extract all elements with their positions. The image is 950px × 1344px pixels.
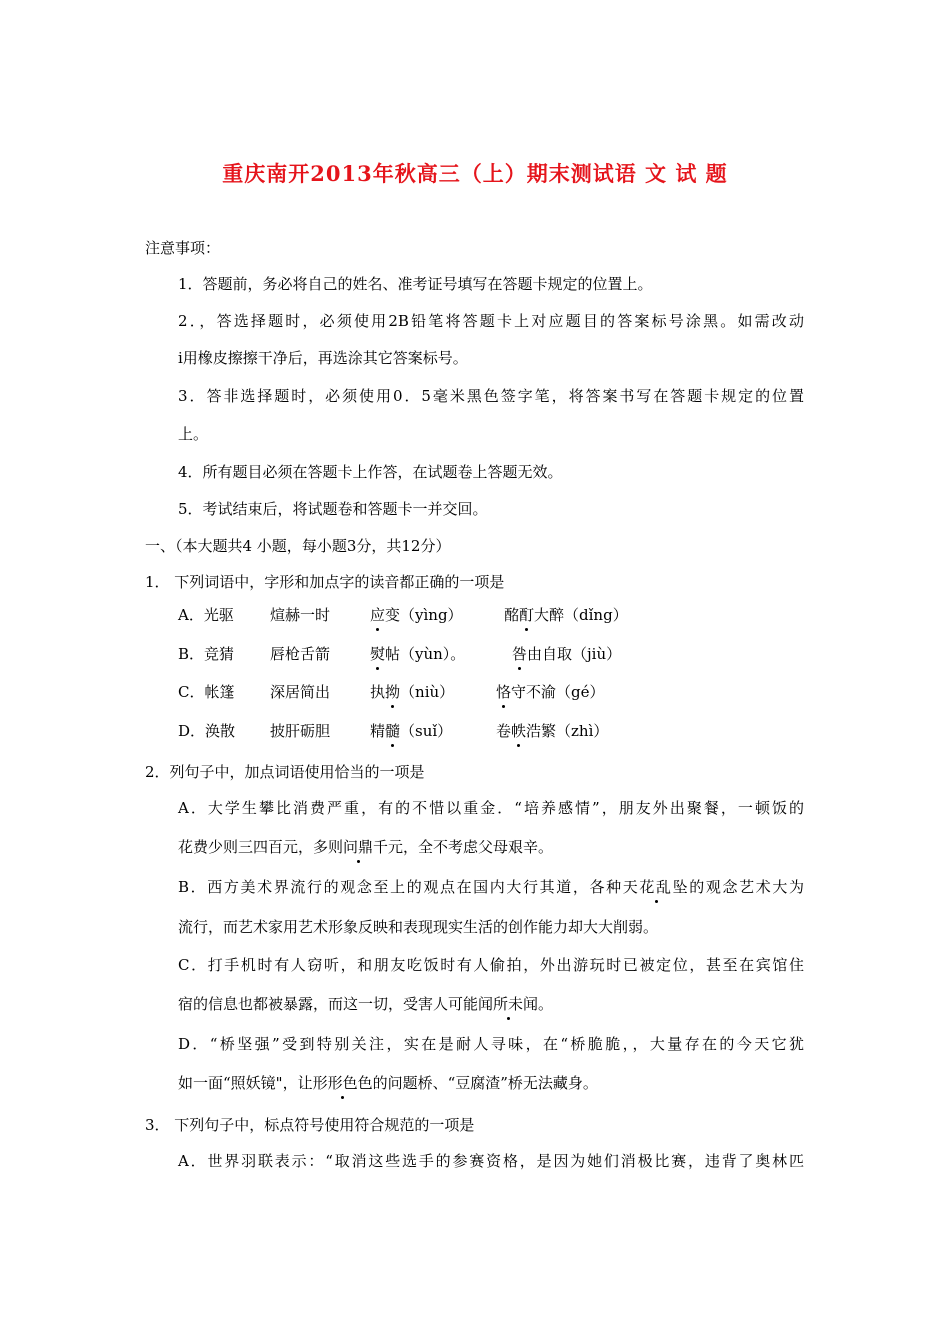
- q2-option-a-line2: 花费少则三四百元，多则问鼎千元，全不考虑父母艰辛。: [178, 838, 554, 856]
- notice-item: 5．考试结束后，将试题卷和答题卡一并交回。: [178, 500, 488, 518]
- q2-option-a-line1: A．大学生攀比消费严重，有的不惜以重金．“培养感情”，朋友外出聚餐，一顿饭的: [178, 799, 804, 817]
- q1-option-b: B．竞猜 唇枪舌箭 熨帖（yùn）。 咎由自取（jiù）: [178, 645, 622, 663]
- notice-item: 2．，答选择题时，必须使用2B铅笔将答题卡上对应题目的答案标号涂黑。如需改动: [178, 312, 804, 330]
- q3-option-a-line1: A．世界羽联表示：“取消这些选手的参赛资格，是因为她们消极比赛，违背了奥林匹: [178, 1152, 804, 1170]
- q2-option-c-line2: 宿的信息也都被暴露，而这一切，受害人可能闻所未闻。: [178, 995, 554, 1013]
- question-2-stem: 2．列句子中，加点词语使用恰当的一项是: [145, 763, 425, 781]
- q1-option-d: D．涣散 披肝砺胆 精髓（suǐ） 卷帙浩繁（zhì）: [178, 722, 609, 740]
- notice-item: 4．所有题目必须在答题卡上作答，在试题卷上答题无效。: [178, 463, 563, 481]
- page-title: 重庆南开2013年秋高三（上）期末测试语 文 试 题: [222, 161, 728, 186]
- notice-item: 1．答题前，务必将自己的姓名、准考证号填写在答题卡规定的位置上。: [178, 275, 653, 293]
- q2-option-b-line2: 流行，而艺术家用艺术形象反映和表现现实生活的创作能力却大大削弱。: [178, 918, 659, 936]
- q2-option-d-line2: 如一面“照妖镜"，让形形色色的问题桥、“豆腐渣”桥无法藏身。: [178, 1074, 598, 1092]
- q1-option-c: C．帐篷 深居简出 执拗（niù） 恪守不渝（gé）: [178, 683, 605, 701]
- q2-option-b-line1: B．西方美术界流行的观念至上的观点在国内大行其道，各种天花乱坠的观念艺术大为: [178, 878, 804, 896]
- q1-option-a: A．光驱 煊赫一时 应变（yìng） 酩酊大醉（dǐng）: [178, 606, 628, 624]
- notice-item: 3．答非选择题时，必须使用0．5毫米黑色签字笔，将答案书写在答题卡规定的位置: [178, 387, 804, 405]
- q2-option-d-line1: D．“桥坚强”受到特别关注，实在是耐人寻味，在“桥脆脆，，大量存在的今天它犹: [178, 1035, 804, 1053]
- section-heading: 一、（本大题共4 小题，每小题3分，共12分）: [145, 537, 451, 555]
- question-3-stem: 3． 下列句子中，标点符号使用符合规范的一项是: [145, 1116, 475, 1134]
- q2-option-c-line1: C．打手机时有人窃听，和朋友吃饭时有人偷拍，外出游玩时已被定位，甚至在宾馆住: [178, 956, 804, 974]
- question-1-stem: 1． 下列词语中，字形和加点字的读音都正确的一项是: [145, 573, 505, 591]
- notice-item: 上。: [178, 425, 209, 443]
- notice-item: i用橡皮擦擦干净后，再选涂其它答案标号。: [178, 349, 468, 367]
- notice-heading: 注意事项：: [145, 239, 221, 257]
